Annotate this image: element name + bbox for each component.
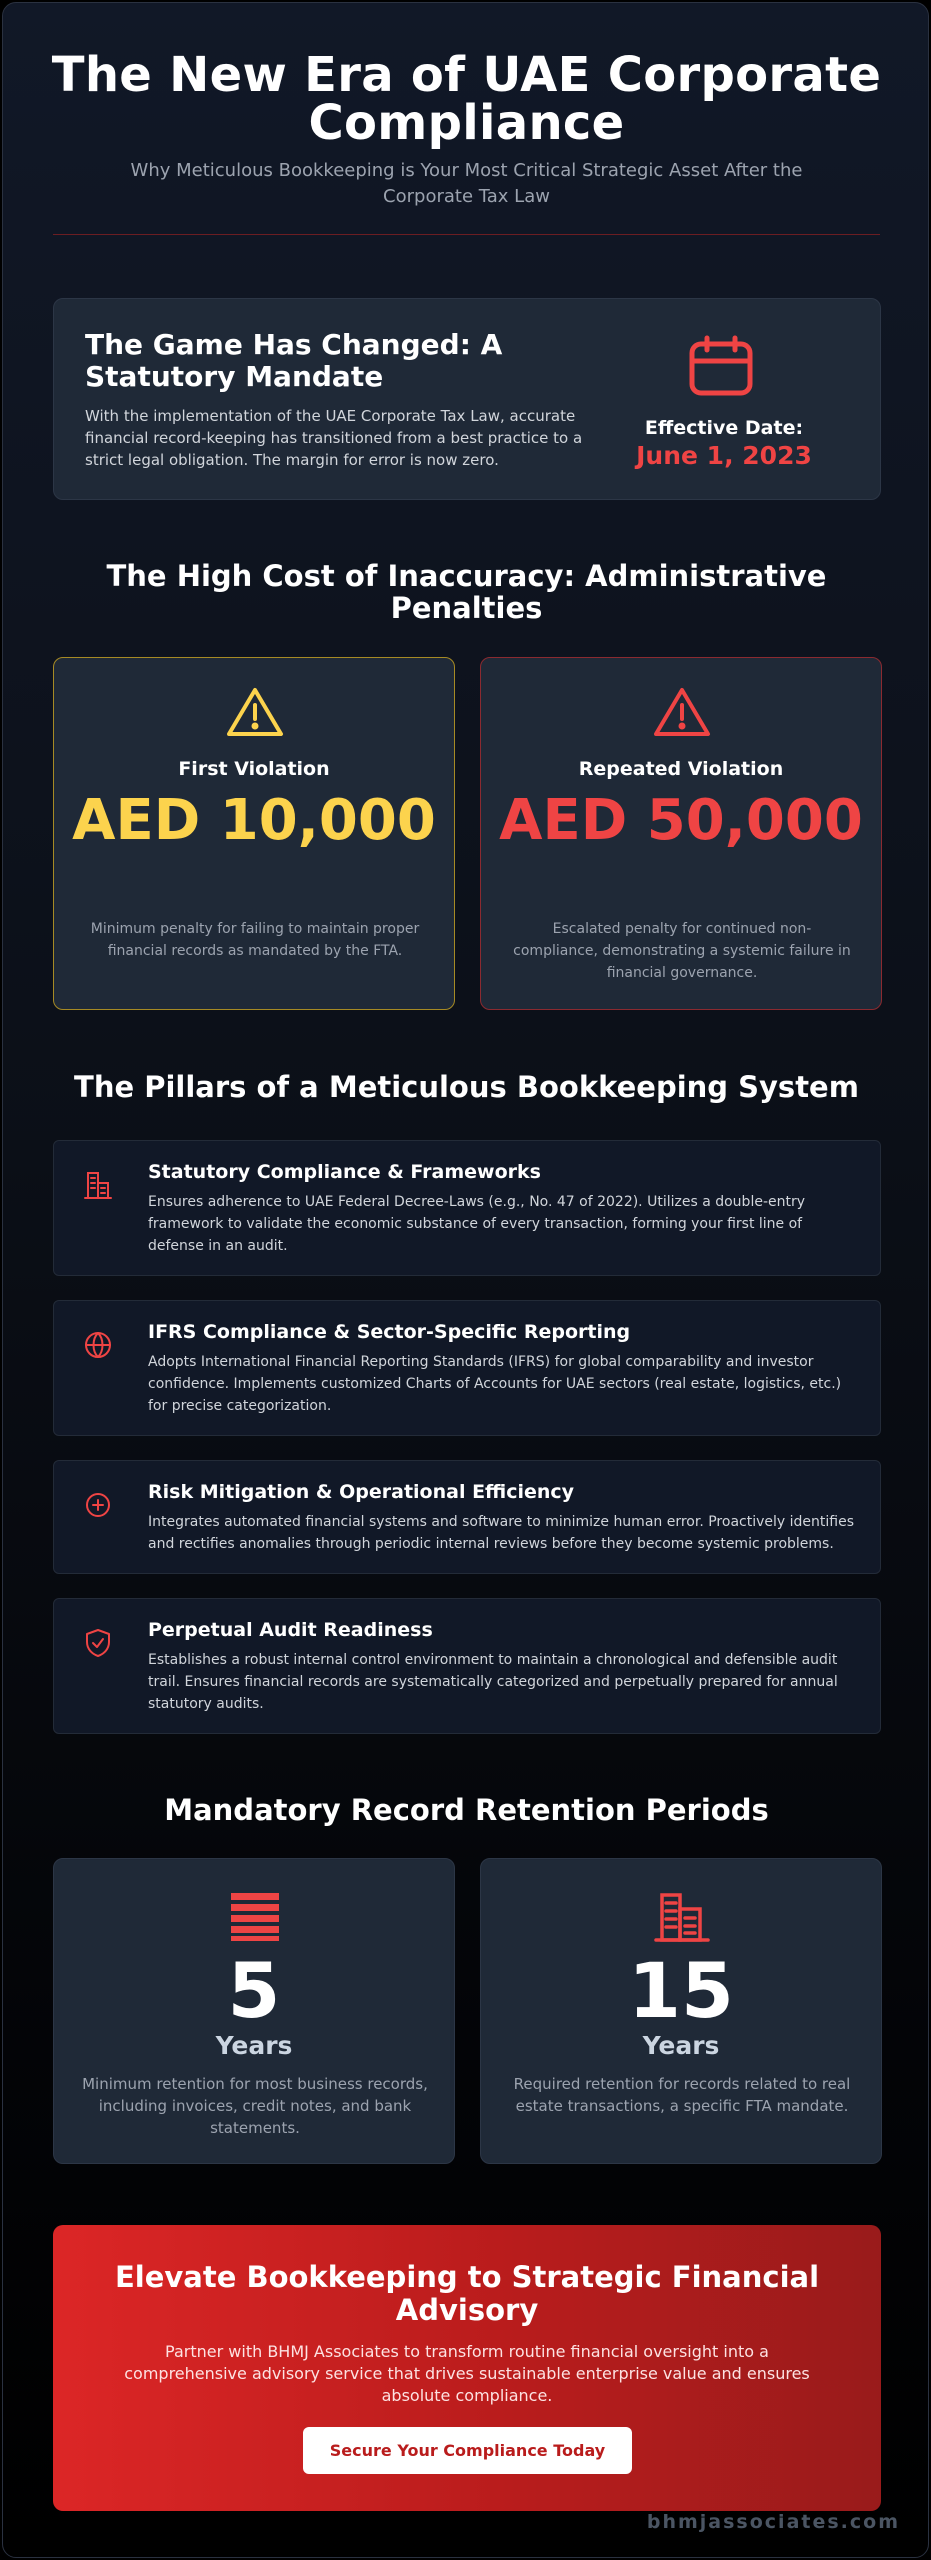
page-subtitle: Why Meticulous Bookkeeping is Your Most Critical Strategic Asset After the Corporate Tax Law [130,160,803,207]
pillar-title: Statutory Compliance & Frameworks [148,1161,541,1183]
pillar-title: IFRS Compliance & Sector-Specific Reporting [148,1321,631,1343]
pillar-body: Adopts International Financial Reporting Standards (IFRS) for global comparability and investor confidence. Implements customized Charts of Accounts for UAE sectors (real estate, logistics, etc.) for precise categorization. [148,1354,842,1414]
cta-title: Elevate Bookkeeping to Strategic Financial Advisory [114,2260,820,2327]
building-icon [652,1891,712,1943]
pillars-title: The Pillars of a Meticulous Bookkeeping System [74,1070,859,1104]
pillar-body: Integrates automated financial systems and software to minimize human error. Proactively identifies and rectifies anomalies through periodic internal reviews before they become systemic problems. [148,1514,854,1552]
penalty-label: Repeated Violation [578,758,784,780]
pillar-title: Perpetual Audit Readiness [148,1619,433,1641]
mandate-card [53,298,881,500]
page-title: The New Era of UAE Corporate Compliance [51,47,882,151]
penalty-amount: AED 10,000 [72,788,436,853]
retention-title: Mandatory Record Retention Periods [164,1793,769,1827]
cta-body: Partner with BHMJ Associates to transform routine financial oversight into a comprehensive advisory service that drives sustainable enterprise value and ensures absolute compliance. [124,2342,810,2405]
retention-number: 15 [628,1946,734,2035]
penalty-label: First Violation [178,758,330,780]
hero-section [3,3,929,243]
effective-date-value: June 1, 2023 [636,441,812,470]
mandate-body: With the implementation of the UAE Corporate Tax Law, accurate financial record-keeping has transitioned from a best practice to a strict legal obligation. The margin for error is now zero. [85,407,583,469]
plus-circle-icon [82,1489,114,1521]
stack-icon [225,1891,285,1943]
retention-unit: Years [215,2031,293,2060]
penalty-card-repeated [480,657,882,1010]
building-icon [82,1169,114,1201]
penalties-title: The High Cost of Inaccuracy: Administrative Penalties [106,559,827,625]
pillar-card [53,1598,881,1734]
pillar-body: Ensures adherence to UAE Federal Decree-Laws (e.g., No. 47 of 2022). Utilizes a double-entry framework to validate the economic substance of every transaction, forming your first line of defense in an audit. [148,1194,806,1254]
pillar-card [53,1300,881,1436]
infographic-frame [2,2,929,2558]
penalty-card-first [53,657,455,1010]
retention-unit: Years [642,2031,720,2060]
hero-divider [53,234,880,235]
warning-icon [653,686,711,738]
cta-section [53,2225,881,2511]
pillar-card [53,1140,881,1276]
warning-icon [226,686,284,738]
penalty-description: Escalated penalty for continued non-compliance, demonstrating a systemic failure in financial governance. [513,921,851,981]
effective-date-label: Effective Date: [644,417,804,439]
mandate-title: The Game Has Changed: A Statutory Mandate [85,328,503,393]
footer-watermark: bhmjassociates.com [646,2511,900,2533]
pillar-title: Risk Mitigation & Operational Efficiency [148,1481,575,1503]
retention-description: Minimum retention for most business records, including invoices, credit notes, and bank statements. [82,2075,428,2137]
retention-description: Required retention for records related to real estate transactions, a specific FTA mandate. [513,2075,851,2115]
pillar-body: Establishes a robust internal control environment to maintain a chronological and defensible audit trail. Ensures financial records are systematically categorized and perpetually prepared for annual statutory audits. [148,1652,838,1712]
globe-icon [82,1329,114,1361]
shield-check-icon [82,1627,114,1659]
penalty-description: Minimum penalty for failing to maintain proper financial records as mandated by the FTA. [90,921,420,959]
calendar-icon [687,335,755,397]
pillar-card [53,1460,881,1574]
secure-compliance-button[interactable]: Secure Your Compliance Today [303,2427,632,2474]
retention-card-5 [53,1858,455,2164]
penalty-amount: AED 50,000 [499,788,863,853]
retention-card-15 [480,1858,882,2164]
retention-number: 5 [227,1946,281,2035]
